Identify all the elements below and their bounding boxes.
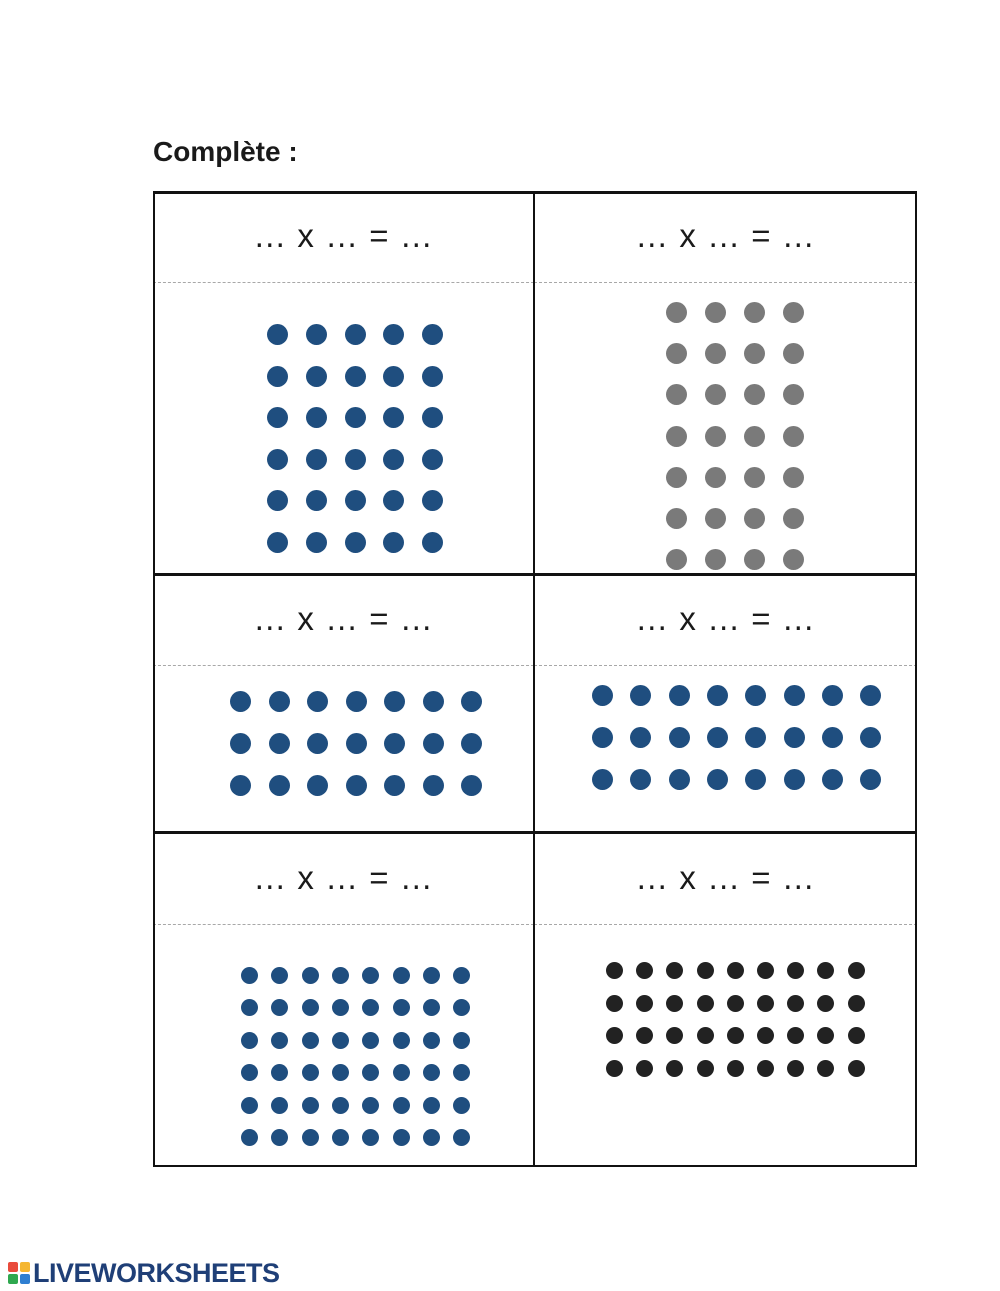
dot [783, 302, 804, 323]
dot [307, 775, 328, 796]
dot [453, 967, 470, 984]
dot [666, 343, 687, 364]
dot [346, 775, 367, 796]
equation-input[interactable]: … x … = … [253, 217, 434, 254]
dot [307, 691, 328, 712]
dot [705, 302, 726, 323]
dot [636, 995, 653, 1012]
liveworksheets-logo[interactable] [8, 1259, 280, 1287]
dot [757, 995, 774, 1012]
dot [269, 691, 290, 712]
dot [453, 1032, 470, 1049]
dot [744, 426, 765, 447]
dot [636, 1027, 653, 1044]
dot [302, 999, 319, 1016]
dot [423, 775, 444, 796]
dot [606, 1027, 623, 1044]
dot [636, 1060, 653, 1077]
dot [267, 407, 288, 428]
dot [860, 727, 881, 748]
dot-array [534, 191, 917, 575]
dot [267, 366, 288, 387]
dot [230, 733, 251, 754]
dot [817, 995, 834, 1012]
dot [848, 962, 865, 979]
dot [306, 490, 327, 511]
dot [630, 769, 651, 790]
array-cell-4 [534, 575, 917, 833]
dot [453, 1064, 470, 1081]
dot [230, 775, 251, 796]
grid-border-bottom [153, 1165, 917, 1167]
dot [744, 384, 765, 405]
dot [745, 727, 766, 748]
dot [241, 1032, 258, 1049]
dot [384, 733, 405, 754]
dot [461, 733, 482, 754]
dot [271, 1129, 288, 1146]
dot [697, 1060, 714, 1077]
logo-mark-icon [8, 1262, 30, 1284]
dot [362, 999, 379, 1016]
array-cell-2 [534, 191, 917, 575]
dot [267, 532, 288, 553]
dot [271, 1064, 288, 1081]
dot [241, 967, 258, 984]
dot [783, 508, 804, 529]
equation-input[interactable]: … x … = … [253, 859, 434, 896]
dot [345, 532, 366, 553]
dot [705, 343, 726, 364]
dot [345, 324, 366, 345]
array-cell-5 [153, 833, 534, 1167]
array-cell-6 [534, 833, 917, 1167]
dot [332, 1129, 349, 1146]
dot [757, 962, 774, 979]
dot [783, 384, 804, 405]
dot [453, 999, 470, 1016]
dot [727, 1027, 744, 1044]
dot [666, 995, 683, 1012]
dot [393, 1032, 410, 1049]
dot [630, 727, 651, 748]
dot [332, 1064, 349, 1081]
dot [345, 366, 366, 387]
dot [306, 324, 327, 345]
dot [384, 691, 405, 712]
dot [757, 1060, 774, 1077]
worksheet-title: Complète : [153, 136, 298, 167]
dot [787, 962, 804, 979]
dot [345, 407, 366, 428]
dot [332, 967, 349, 984]
grid-border-right [915, 191, 917, 1167]
equation-input[interactable]: … x … = … [635, 217, 816, 254]
dot [423, 733, 444, 754]
dot [422, 490, 443, 511]
dot [860, 685, 881, 706]
dot [592, 685, 613, 706]
dot [271, 1097, 288, 1114]
dot [817, 962, 834, 979]
dot [393, 967, 410, 984]
dot [422, 407, 443, 428]
dot [669, 685, 690, 706]
dot [630, 685, 651, 706]
dot [606, 995, 623, 1012]
dot [383, 490, 404, 511]
dot-array [153, 191, 534, 575]
dot [383, 532, 404, 553]
dot [757, 1027, 774, 1044]
dot [727, 995, 744, 1012]
dot [453, 1097, 470, 1114]
dot [453, 1129, 470, 1146]
dot [362, 1032, 379, 1049]
dot [744, 302, 765, 323]
dot [302, 1129, 319, 1146]
dot [271, 999, 288, 1016]
dot [784, 685, 805, 706]
dot [307, 733, 328, 754]
dot [332, 1097, 349, 1114]
dot [787, 1027, 804, 1044]
dot-array [534, 833, 917, 1167]
dot [423, 1097, 440, 1114]
dot-array [153, 575, 534, 833]
dot [383, 449, 404, 470]
dot [727, 962, 744, 979]
dot [241, 1097, 258, 1114]
dot [383, 324, 404, 345]
dot [461, 775, 482, 796]
dot [267, 490, 288, 511]
dot [393, 1064, 410, 1081]
dot [707, 727, 728, 748]
dot [423, 999, 440, 1016]
dot [271, 967, 288, 984]
dot [384, 775, 405, 796]
logo-square-icon [8, 1262, 18, 1272]
dot [362, 1097, 379, 1114]
dot [306, 366, 327, 387]
dot [592, 727, 613, 748]
dot [817, 1060, 834, 1077]
dot [744, 508, 765, 529]
dot [241, 999, 258, 1016]
equation-input[interactable]: … x … = … [635, 859, 816, 896]
dot [423, 691, 444, 712]
dot [422, 532, 443, 553]
dot [783, 549, 804, 570]
dot [230, 691, 251, 712]
dot [697, 995, 714, 1012]
dot [269, 733, 290, 754]
dot [306, 407, 327, 428]
grid-border-left [153, 191, 155, 1167]
dot [267, 449, 288, 470]
dot [848, 995, 865, 1012]
dot [705, 426, 726, 447]
dot [345, 449, 366, 470]
dot [817, 1027, 834, 1044]
dot [383, 366, 404, 387]
dot [422, 324, 443, 345]
dot [669, 727, 690, 748]
dot [666, 962, 683, 979]
dot [423, 1129, 440, 1146]
dot [697, 962, 714, 979]
dot [783, 426, 804, 447]
dot [306, 449, 327, 470]
dot [241, 1064, 258, 1081]
dot [822, 769, 843, 790]
dot [787, 1060, 804, 1077]
dot [784, 769, 805, 790]
dot [346, 691, 367, 712]
dot [822, 727, 843, 748]
dot [822, 685, 843, 706]
dot [705, 384, 726, 405]
dot [592, 769, 613, 790]
dot [666, 467, 687, 488]
dot [393, 999, 410, 1016]
dot [669, 769, 690, 790]
grid-border-top [153, 191, 917, 194]
dot [423, 1032, 440, 1049]
dot [705, 549, 726, 570]
dot [423, 1064, 440, 1081]
dot [269, 775, 290, 796]
dot-array [153, 833, 534, 1167]
dot [302, 1032, 319, 1049]
array-cell-1 [153, 191, 534, 575]
equation-input[interactable]: … x … = … [635, 600, 816, 637]
dot [302, 1064, 319, 1081]
dot [666, 384, 687, 405]
dot [241, 1129, 258, 1146]
dot [666, 1060, 683, 1077]
logo-text: LIVEWORKSHEETS [33, 1257, 280, 1288]
grid-border-row-2 [153, 831, 917, 834]
dot [362, 1129, 379, 1146]
dot [705, 467, 726, 488]
dot [745, 685, 766, 706]
dot [705, 508, 726, 529]
dot [784, 727, 805, 748]
dot [707, 769, 728, 790]
dot [848, 1027, 865, 1044]
dot [362, 967, 379, 984]
dot [787, 995, 804, 1012]
dot [332, 999, 349, 1016]
dot [332, 1032, 349, 1049]
dot [422, 449, 443, 470]
dot [666, 302, 687, 323]
dot [666, 549, 687, 570]
dot [744, 343, 765, 364]
dot [666, 426, 687, 447]
logo-square-icon [8, 1274, 18, 1284]
dot [306, 532, 327, 553]
dot [267, 324, 288, 345]
multiplication-table-grid [153, 191, 917, 1167]
equation-input[interactable]: … x … = … [253, 600, 434, 637]
dot [745, 769, 766, 790]
dot [461, 691, 482, 712]
dot [744, 549, 765, 570]
dot [422, 366, 443, 387]
dot [423, 967, 440, 984]
dot [697, 1027, 714, 1044]
dot [345, 490, 366, 511]
dot [707, 685, 728, 706]
dot [666, 1027, 683, 1044]
logo-square-icon [20, 1274, 30, 1284]
dot [744, 467, 765, 488]
grid-border-middle [533, 191, 535, 1167]
dot [362, 1064, 379, 1081]
dot [727, 1060, 744, 1077]
dot [393, 1129, 410, 1146]
dot [346, 733, 367, 754]
dot [271, 1032, 288, 1049]
dot [783, 467, 804, 488]
dot [783, 343, 804, 364]
dot [302, 1097, 319, 1114]
dot [606, 962, 623, 979]
dot [636, 962, 653, 979]
grid-border-row-1 [153, 573, 917, 576]
dot-array [534, 575, 917, 833]
dot [848, 1060, 865, 1077]
dot [393, 1097, 410, 1114]
dot [606, 1060, 623, 1077]
dot [860, 769, 881, 790]
array-cell-3 [153, 575, 534, 833]
dot [383, 407, 404, 428]
logo-square-icon [20, 1262, 30, 1272]
dot [302, 967, 319, 984]
dot [666, 508, 687, 529]
